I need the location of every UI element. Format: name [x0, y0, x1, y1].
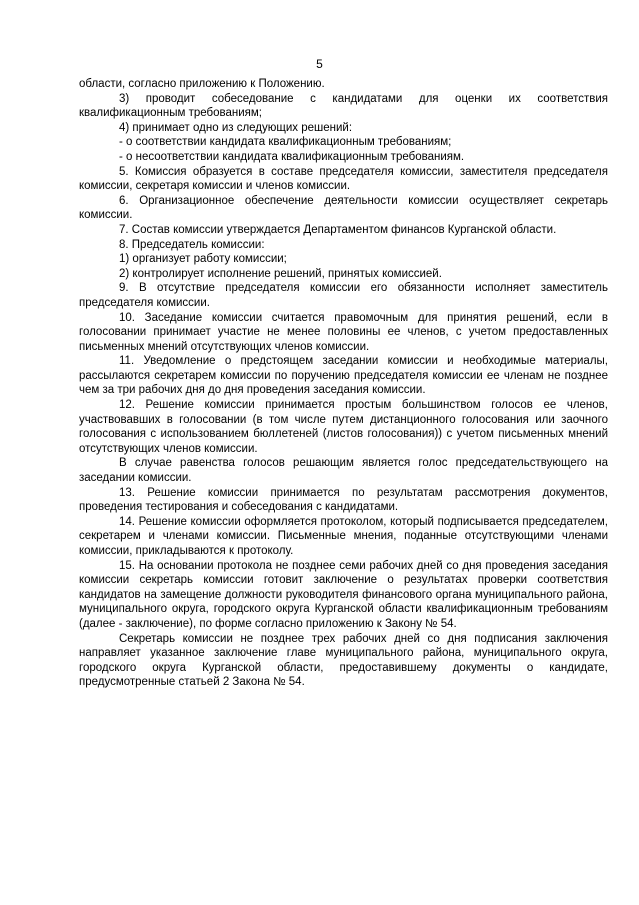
document-body	[79, 77, 608, 690]
paragraph: - о соответствии кандидата квалификационным требованиям;	[119, 136, 452, 149]
paragraph: 1) организует работу комиссии;	[119, 253, 287, 266]
paragraph: 4) принимает одно из следующих решений:	[119, 121, 353, 134]
page-number: 5	[316, 57, 323, 71]
paragraph: - о несоответствии кандидата квалификационным требованиям.	[119, 150, 465, 163]
paragraph: 2) контролирует исполнение решений, принятых комиссией.	[119, 267, 442, 280]
paragraph: 5. Комиссия образуется в составе председателя комиссии, заместителя председателя комиссии, секретаря комиссии и членов комиссии.	[79, 165, 608, 193]
paragraph: Секретарь комиссии не позднее трех рабочих дней со дня подписания заключения направляет указанное заключение главе муниципального района, муниципального округа, городского округа Курганской области, предоставившему документы о кандидате, предусмотренные статьей 2 Закона № 54.	[79, 632, 608, 689]
paragraph: 14. Решение комиссии оформляется протоколом, который подписывается председателем, секретарем и членами комиссии. Письменные мнения, поданные отсутствующими членами комиссии, прикладываются к протоколу.	[79, 515, 608, 557]
paragraph: 11. Уведомление о предстоящем заседании комиссии и необходимые материалы, рассылаются секретарем комиссии по поручению председателя комиссии ее членам не позднее чем за три рабочих дня до дня проведения заседания комиссии.	[79, 355, 608, 397]
paragraph: 8. Председатель комиссии:	[119, 238, 265, 251]
paragraph: 15. На основании протокола не позднее семи рабочих дней со дня проведения заседания комиссии секретарь комиссии готовит заключение о результатах проверки соответствия кандидатов на замещение должности руководителя финансового органа муниципального района, муниципального округа, городского округа Курганской области квалификационным требованиям (далее - заключение), по форме согласно приложению к Закону № 54.	[79, 559, 608, 630]
paragraph: 13. Решение комиссии принимается по результатам рассмотрения документов, проведения тестирования и собеседования с кандидатами.	[79, 486, 608, 514]
paragraph: 12. Решение комиссии принимается простым большинством голосов ее членов, участвовавших в голосовании (в том числе путем дистанционного голосования или заочного голосования с использованием бюллетеней (листов голосования)) с учетом письменных мнений отсутствующих членов комиссии.	[79, 399, 608, 455]
paragraph: 10. Заседание комиссии считается правомочным для принятия решений, если в голосовании принимает участие не менее половины ее членов, с учетом предоставленных письменных мнений отсутствующих членов комиссии.	[79, 311, 608, 353]
paragraph: 9. В отсутствие председателя комиссии его обязанности исполняет заместитель председателя комиссии.	[79, 282, 608, 309]
paragraph: В случае равенства голосов решающим является голос председательствующего на заседании комиссии.	[79, 457, 608, 485]
paragraph: 3) проводит собеседование с кандидатами для оценки их соответствия квалификационным требованиям;	[79, 92, 608, 120]
paragraph: 7. Состав комиссии утверждается Департаментом финансов Курганской области.	[119, 223, 557, 236]
paragraph: 6. Организационное обеспечение деятельности комиссии осуществляет секретарь комиссии.	[79, 194, 608, 222]
paragraph: области, согласно приложению к Положению.	[79, 78, 325, 90]
